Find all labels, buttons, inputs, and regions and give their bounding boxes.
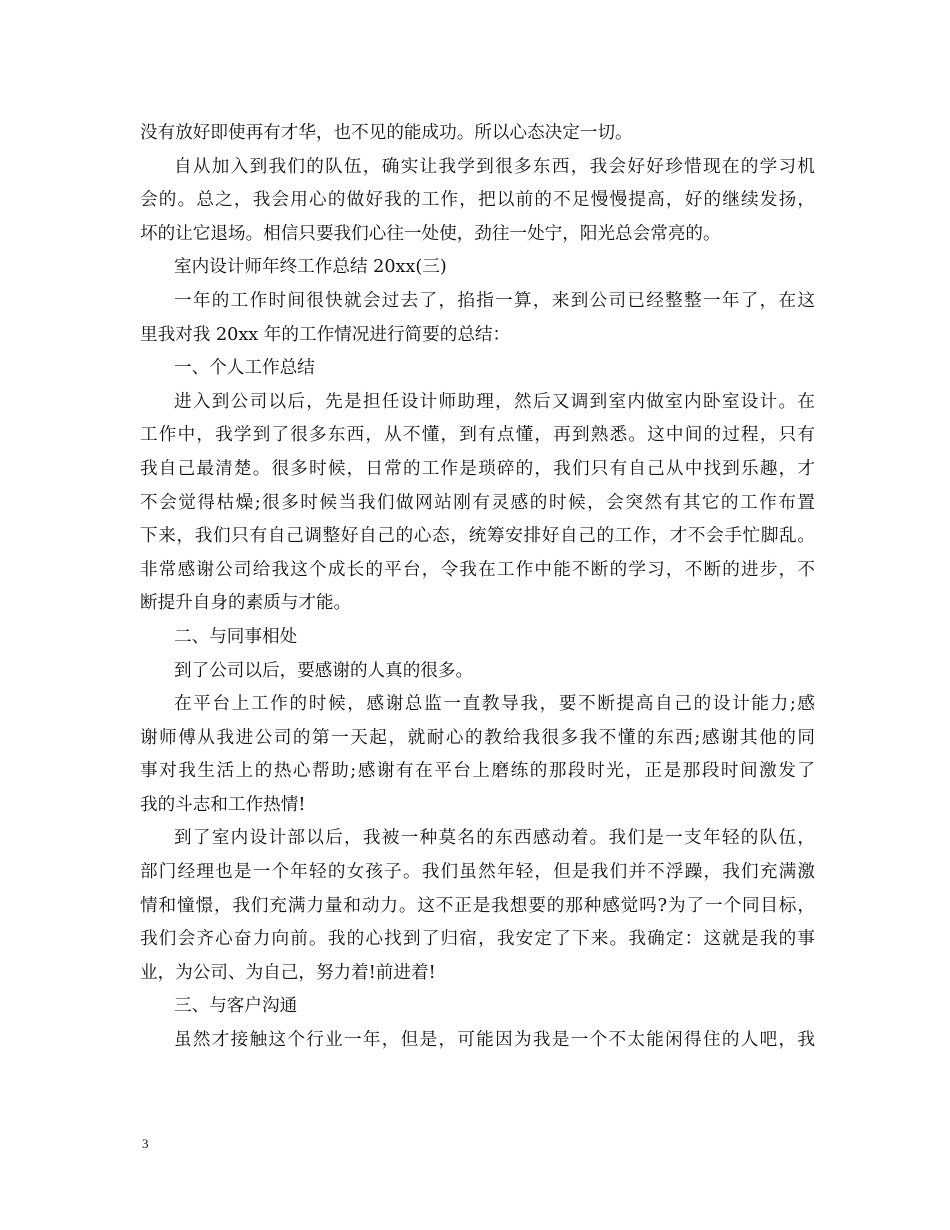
paragraph-line: 进入到公司以后，先是担任设计师助理，然后又调到室内做室内卧室设计。在 xyxy=(174,391,815,412)
paragraph-line: 到了公司以后，要感谢的人真的很多。 xyxy=(174,660,474,681)
paragraph-line: 断提升自身的素质与才能。 xyxy=(140,593,352,614)
paragraph-line: 到了室内设计部以后，我被一种莫名的东西感动着。我们是一支年轻的队伍， xyxy=(174,828,815,849)
paragraph-line: 坏的让它退场。相信只要我们心往一处使，劲往一处宁，阳光总会常亮的。 xyxy=(140,223,721,244)
paragraph-line: 我们会齐心奋力向前。我的心找到了归宿，我安定了下来。我确定：这就是我的事 xyxy=(140,929,815,950)
section-heading: 二、与同事相处 xyxy=(174,626,298,647)
paragraph-line: 自从加入到我们的队伍，确实让我学到很多东西，我会好好珍惜现在的学习机 xyxy=(174,156,815,177)
paragraph-line: 业，为公司、为自己，努力着!前进着! xyxy=(140,962,436,983)
paragraph-line: 会的。总之，我会用心的做好我的工作，把以前的不足慢慢提高，好的继续发扬， xyxy=(140,190,815,211)
section-heading: 三、与客户沟通 xyxy=(174,996,298,1017)
paragraph-line: 我自己最清楚。很多时候，日常的工作是琐碎的，我们只有自己从中找到乐趣，才 xyxy=(140,458,815,479)
paragraph-line: 工作中，我学到了很多东西，从不懂，到有点懂，再到熟悉。这中间的过程，只有 xyxy=(140,425,815,446)
paragraph-line: 里我对我 20xx 年的工作情况进行简要的总结： xyxy=(140,324,511,345)
paragraph-line: 虽然才接触这个行业一年，但是，可能因为我是一个不太能闲得住的人吧，我 xyxy=(174,1030,815,1051)
paragraph-line: 一年的工作时间很快就会过去了，掐指一算，来到公司已经整整一年了，在这 xyxy=(174,290,815,311)
paragraph-line: 部门经理也是一个年轻的女孩子。我们虽然年轻，但是我们并不浮躁，我们充满激 xyxy=(140,862,815,883)
paragraph-line: 非常感谢公司给我这个成长的平台，令我在工作中能不断的学习，不断的进步，不 xyxy=(140,559,815,580)
paragraph-line: 谢师傅从我进公司的第一天起，就耐心的教给我很多我不懂的东西;感谢其他的同 xyxy=(140,727,815,748)
paragraph-line: 在平台上工作的时候，感谢总监一直教导我，要不断提高自己的设计能力;感 xyxy=(174,694,815,715)
body-text-line: 没有放好即使再有才华，也不见的能成功。所以心态决定一切。 xyxy=(140,123,633,143)
paragraph-line: 情和憧憬，我们充满力量和动力。这不正是我想要的那种感觉吗?为了一个同目标， xyxy=(140,895,815,916)
paragraph-line: 不会觉得枯燥;很多时候当我们做网站刚有灵感的时候，会突然有其它的工作布置 xyxy=(140,492,815,513)
paragraph-line: 下来，我们只有自己调整好自己的心态，统筹安排好自己的工作，才不会手忙脚乱。 xyxy=(140,526,815,547)
section-title: 室内设计师年终工作总结 20xx(三) xyxy=(174,257,447,278)
document-body xyxy=(140,117,815,1058)
page-number: 3 xyxy=(142,1136,149,1151)
section-heading: 一、个人工作总结 xyxy=(174,358,315,379)
paragraph-line: 事对我生活上的热心帮助;感谢有在平台上磨练的那段时光，正是那段时间激发了 xyxy=(140,761,815,782)
paragraph-line: 我的斗志和工作热情! xyxy=(140,794,306,815)
